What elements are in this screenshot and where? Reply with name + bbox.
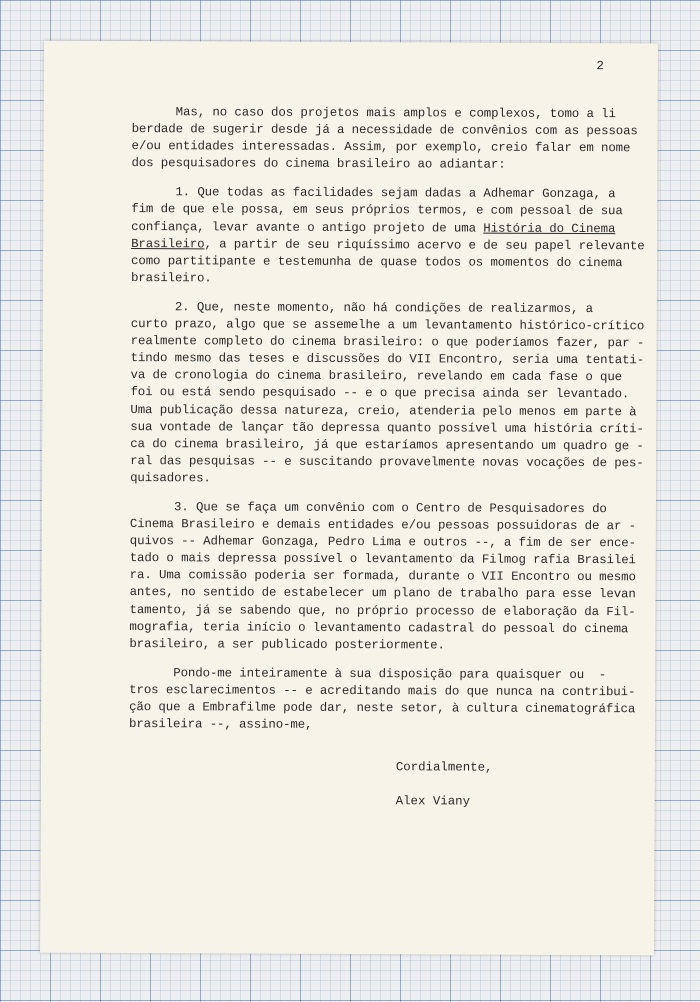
text-line: quivos -- Adhemar Gonzaga, Pedro Lima e outros --, a fim de ser ence- (129, 534, 637, 551)
text-line: ca do cinema brasileiro, já que estaríamos apresentando um quadro ge - (130, 436, 644, 453)
text-line: mografia, teria início o levantamento cadastral do pessoal do cinema (129, 619, 629, 636)
signature-name: Alex Viany (395, 794, 471, 809)
underlined-title: História do Cinema (483, 221, 616, 236)
text-line: antes, no sentido de estabelecer um plano de trabalho para esse levan (129, 585, 636, 602)
text-line: e/ou entidades interessadas. Assim, por exemplo, creio falar em nome (131, 139, 631, 156)
text-line: dos pesquisadores do cinema brasileiro ao adiantar: (131, 156, 506, 172)
text-line: como partitipante e testemunha de quase todos os momentos do cinema (131, 253, 623, 270)
text-line: quisadores. (130, 470, 211, 486)
text-line: 3. Que se faça um convênio com o Centro de Pesquisadores do (129, 500, 607, 517)
salutation: Cordialmente, (395, 760, 493, 775)
text-line: realmente completo do cinema brasileiro: o que poderíamos fazer, par - (130, 334, 645, 351)
text-line: ra. Uma comissão poderia ser formada, durante o VII Encontro ou mesmo (129, 568, 636, 585)
text-line: ral das pesquisas -- e suscitando provavelmente novas vocações de pes- (130, 453, 644, 471)
text-line: curto prazo, algo que se assemelhe a um levantamento histórico-crítico (130, 317, 645, 334)
page-number: 2 (596, 59, 604, 74)
text-segment: , a partir de seu riquíssimo acervo e de seu papel relevante (204, 237, 645, 253)
text-line: ção que a Embrafilme pode dar, neste setor, à cultura cinematográfica (129, 700, 636, 717)
text-line: tindo mesmo das teses e discussões do VII Encontro, seria uma tentati- (130, 351, 645, 368)
text-line: Pondo-me inteiramente à sua disposição para quaisquer ou - (129, 665, 607, 682)
text-line: tamento, já se sabendo que, no próprio processo de elaboração da Fil- (129, 602, 636, 619)
text-line (131, 236, 645, 255)
paragraph-item-2 (130, 299, 645, 489)
text-line: Cinema Brasileiro e demais entidades e/ou pessoas possuidoras de ar - (129, 517, 637, 534)
text-line: brasileira --, assino-me, (128, 717, 313, 732)
text-segment: confiança, levar avante o antigo projeto de uma (131, 219, 484, 236)
text-line: 1. Que todas as facilidades sejam dadas a Adhemar Gonzaga, a (131, 185, 616, 202)
text-line: foi ou está sendo pesquisado -- e o que precisa ainda ser levantado. (130, 385, 630, 402)
paragraph-intro (131, 104, 638, 175)
paragraph-closing (128, 665, 636, 736)
text-line: 2. Que, neste momento, não há condições de realizarmos, a (130, 299, 594, 317)
paragraph-item-1 (130, 184, 645, 289)
text-line: berdade de sugerir desde já a necessidade de convênios com as pessoas (131, 122, 638, 139)
text-line: Uma publicação dessa natureza, creio, atenderia pelo menos em parte à (130, 402, 637, 419)
text-line: brasileiro. (130, 270, 212, 286)
text-line: tros esclarecimentos -- e acreditando mais do que nunca na contribui- (129, 682, 636, 700)
paragraph-item-3 (129, 499, 637, 655)
underlined-title: Brasileiro (131, 236, 205, 252)
text-line: va de cronologia do cinema brasileiro, revelando em cada fase o que (130, 368, 623, 385)
text-line: sua vontade de lançar tão depressa quanto possível uma história críti- (130, 419, 644, 436)
text-line (131, 219, 631, 238)
text-line: fim de que ele possa, em seus próprios termos, e com pessoal de sua (131, 202, 623, 219)
text-line: Mas, no caso dos projetos mais amplos e complexos, tomo a li (131, 105, 616, 122)
letter-body (128, 104, 645, 747)
text-line: tado o mais depressa possível o levantamento da Filmog rafia Brasilei (129, 551, 636, 568)
letter-page (40, 41, 658, 956)
text-line: brasileiro, a ser publicado posteriormente. (129, 636, 445, 653)
